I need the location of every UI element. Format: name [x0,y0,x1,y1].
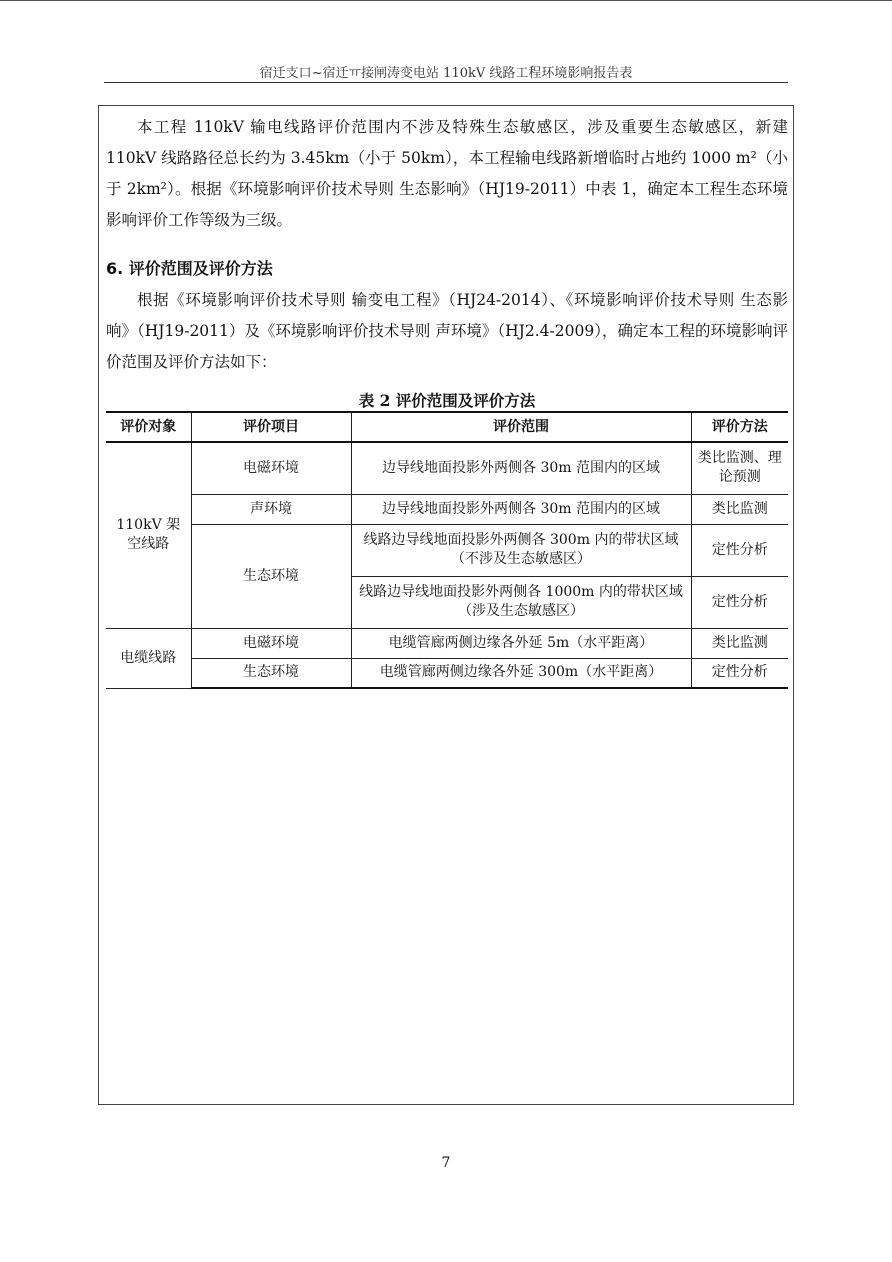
range-cell: 线路边导线地面投影外两侧各 1000m 内的带状区域（涉及生态敏感区） [351,576,691,628]
range-cell: 边导线地面投影外两侧各 30m 范围内的区域 [351,442,691,494]
header-rule [104,82,788,83]
item-cell: 生态环境 [191,524,351,628]
page-number: 7 [441,1155,451,1171]
paragraph-ecology-level: 本工程 110kV 输电线路评价范围内不涉及特殊生态敏感区，涉及重要生态敏感区，新建 110kV 线路路径总长约为 3.45km（小于 50km），本工程输电线路新增临时占地约 1000 m²（小于 2km²）。根据《环境影响评价技术导则 生态影响》（HJ19-2011）中表 1，确定本工程生态环境影响评价工作等级为三级。 [106,118,788,229]
header-cell-range: 评价范围 [351,412,691,442]
table-row [106,494,788,524]
paragraph-scope-intro: 根据《环境影响评价技术导则 输变电工程》（HJ24-2014）、《环境影响评价技术导则 生态影响》（HJ19-2011）及《环境影响评价技术导则 声环境》（HJ2.4-2009），确定本工程的环境影响评价范围及评价方法如下： [106,291,788,371]
table-row [106,658,788,688]
table-row [106,524,788,576]
method-cell: 类比监测 [691,628,788,658]
method-cell: 定性分析 [691,576,788,628]
object-cell-overhead-line: 110kV 架空线路 [106,442,191,628]
section-heading: 6. 评价范围及评价方法 [106,259,273,278]
table-row [106,628,788,658]
method-cell: 定性分析 [691,524,788,576]
header-cell-item: 评价项目 [191,412,351,442]
item-cell: 电磁环境 [191,628,351,658]
header-cell-object: 评价对象 [106,412,191,442]
object-cell-cable-line: 电缆线路 [106,628,191,688]
item-cell: 电磁环境 [191,442,351,494]
evaluation-scope-table [106,411,788,689]
page-header: 宿迁支口~宿迁ㅠ接闸涛变电站 110kV 线路工程环境影响报告表 [259,66,633,81]
range-cell: 边导线地面投影外两侧各 30m 范围内的区域 [351,494,691,524]
method-cell: 定性分析 [691,658,788,688]
top-border-line [0,0,892,1]
method-cell: 类比监测 [691,494,788,524]
range-cell: 线路边导线地面投影外两侧各 300m 内的带状区域（不涉及生态敏感区） [351,524,691,576]
table-caption: 表 2 评价范围及评价方法 [358,391,536,410]
header-cell-method: 评价方法 [691,412,788,442]
table-header-row [106,412,788,442]
method-cell: 类比监测、理论预测 [691,442,788,494]
range-cell: 电缆管廊两侧边缘各外延 5m（水平距离） [351,628,691,658]
range-cell: 电缆管廊两侧边缘各外延 300m（水平距离） [351,658,691,688]
item-cell: 声环境 [191,494,351,524]
item-cell: 生态环境 [191,658,351,688]
table-row [106,442,788,494]
